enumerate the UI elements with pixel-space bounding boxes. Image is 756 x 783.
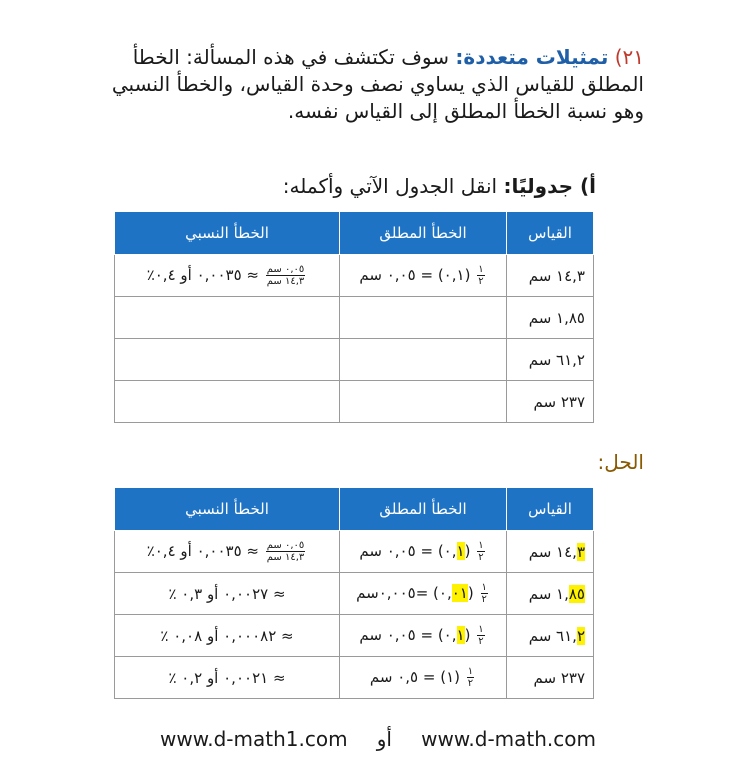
table-row [115, 381, 594, 423]
table-row [115, 297, 594, 339]
measurement-cell: ٢٣٧ سم [507, 657, 594, 699]
measurement-cell: ١,٨٥ سم [507, 297, 594, 339]
site-link-1[interactable]: www.d-math1.com [160, 727, 348, 751]
highlighted-digit: ٢ [576, 626, 585, 645]
problem-title: تمثيلات متعددة: [455, 45, 609, 69]
table-row [115, 531, 594, 573]
highlighted-digit: ١ [456, 626, 465, 644]
measurement-cell: ١٤,٣ سم [507, 531, 594, 573]
table-row [115, 573, 594, 615]
part-a-text: انقل الجدول الآتي وأكمله: [282, 174, 498, 198]
half-fraction: $\frac{١}{٢}$ [467, 666, 474, 689]
table-row [115, 615, 594, 657]
header-measurement: القياس [507, 212, 594, 255]
absolute-error-cell[interactable] [340, 339, 507, 381]
relative-error-cell[interactable] [115, 339, 340, 381]
absolute-error-cell: $\frac{١}{٢}$ (٠,١) = ٠,٠٥ سم [340, 531, 507, 573]
measurement-cell: ١٤,٣ سم [507, 255, 594, 297]
table-row [115, 339, 594, 381]
half-fraction: $\frac{١}{٢}$ [481, 582, 487, 605]
exercise-table [114, 212, 594, 423]
absolute-error-cell[interactable] [340, 381, 507, 423]
measurement-cell: ٦١,٢ سم [507, 615, 594, 657]
half-fraction: $\frac{١}{٢}$ [478, 624, 484, 647]
absolute-error-cell: $\frac{١}{٢}$ (٠,٠١) =٠,٠٠٥سم [340, 573, 507, 615]
part-a-label: أ) جدوليًا: [503, 174, 596, 198]
measurement-cell: ٢٣٧ سم [507, 381, 594, 423]
measurement-cell: ٦١,٢ سم [507, 339, 594, 381]
relative-error-cell[interactable] [115, 381, 340, 423]
ratio-fraction: $\frac{\text{٠,٠٥ سم}}{\text{١٤,٣ سم}}$ [266, 264, 305, 287]
relative-error-cell[interactable] [115, 297, 340, 339]
highlighted-digit: ٣ [576, 542, 585, 561]
solution-table [114, 488, 594, 699]
relative-error-cell: $\frac{\text{٠,٠٥ سم}}{\text{١٤,٣ سم}}$ ≈ ٠,٠٠٣٥ أو ٠,٤٪ [115, 531, 340, 573]
header-relative-error: الخطأ النسبي [115, 212, 340, 255]
measurement-cell: ١,٨٥ سم [507, 573, 594, 615]
relative-error-cell: ≈ ٠,٠٠٠٨٢ أو ٠,٠٨ ٪ [115, 615, 340, 657]
relative-error-cell: ≈ ٠,٠٠٢٧ أو ٠,٣ ٪ [115, 573, 340, 615]
absolute-error-cell: $\frac{١}{٢}$ (١) = ٠,٥ سم [340, 657, 507, 699]
footer-links [160, 727, 596, 751]
highlighted-digit: ٨٥ [568, 584, 585, 603]
highlighted-digit: ٠١ [451, 584, 468, 602]
table-header-row [115, 488, 594, 531]
solution-label: الحل: [597, 450, 644, 474]
relative-error-cell: $\frac{\text{٠,٠٥ سم}}{\text{١٤,٣ سم}}$ ≈ ٠,٠٠٣٥ أو ٠,٤٪ [115, 255, 340, 297]
relative-error-cell: ≈ ٠,٠٠٢١ أو ٠,٢ ٪ [115, 657, 340, 699]
or-text: أو [376, 727, 392, 751]
absolute-error-cell: $\frac{١}{٢}$ (٠,١) = ٠,٠٥ سم [340, 255, 507, 297]
highlighted-digit: ١ [456, 542, 465, 560]
half-fraction: $\frac{١}{٢}$ [478, 540, 484, 563]
problem-text: سوف تكتشف في هذه المسألة: الخطأ المطلق للقياس الذي يساوي نصف وحدة القياس، والخطأ النسبي وهو نسبة الخطأ المطلق إلى القياس نفسه. [111, 45, 644, 123]
absolute-error-cell[interactable] [340, 297, 507, 339]
table-row [115, 657, 594, 699]
table-header-row [115, 212, 594, 255]
absolute-error-cell: $\frac{١}{٢}$ (٠,١) = ٠,٠٥ سم [340, 615, 507, 657]
site-link-2[interactable]: www.d-math.com [421, 727, 596, 751]
part-a-instruction [283, 172, 596, 200]
header-absolute-error: الخطأ المطلق [340, 212, 507, 255]
ratio-fraction: $\frac{\text{٠,٠٥ سم}}{\text{١٤,٣ سم}}$ [266, 540, 305, 563]
table-row [115, 255, 594, 297]
header-measurement: القياس [507, 488, 594, 531]
problem-number: ٢١) [614, 45, 644, 69]
header-absolute-error: الخطأ المطلق [340, 488, 507, 531]
problem-statement [104, 44, 644, 125]
half-fraction: $\frac{١}{٢}$ [478, 264, 484, 287]
header-relative-error: الخطأ النسبي [115, 488, 340, 531]
